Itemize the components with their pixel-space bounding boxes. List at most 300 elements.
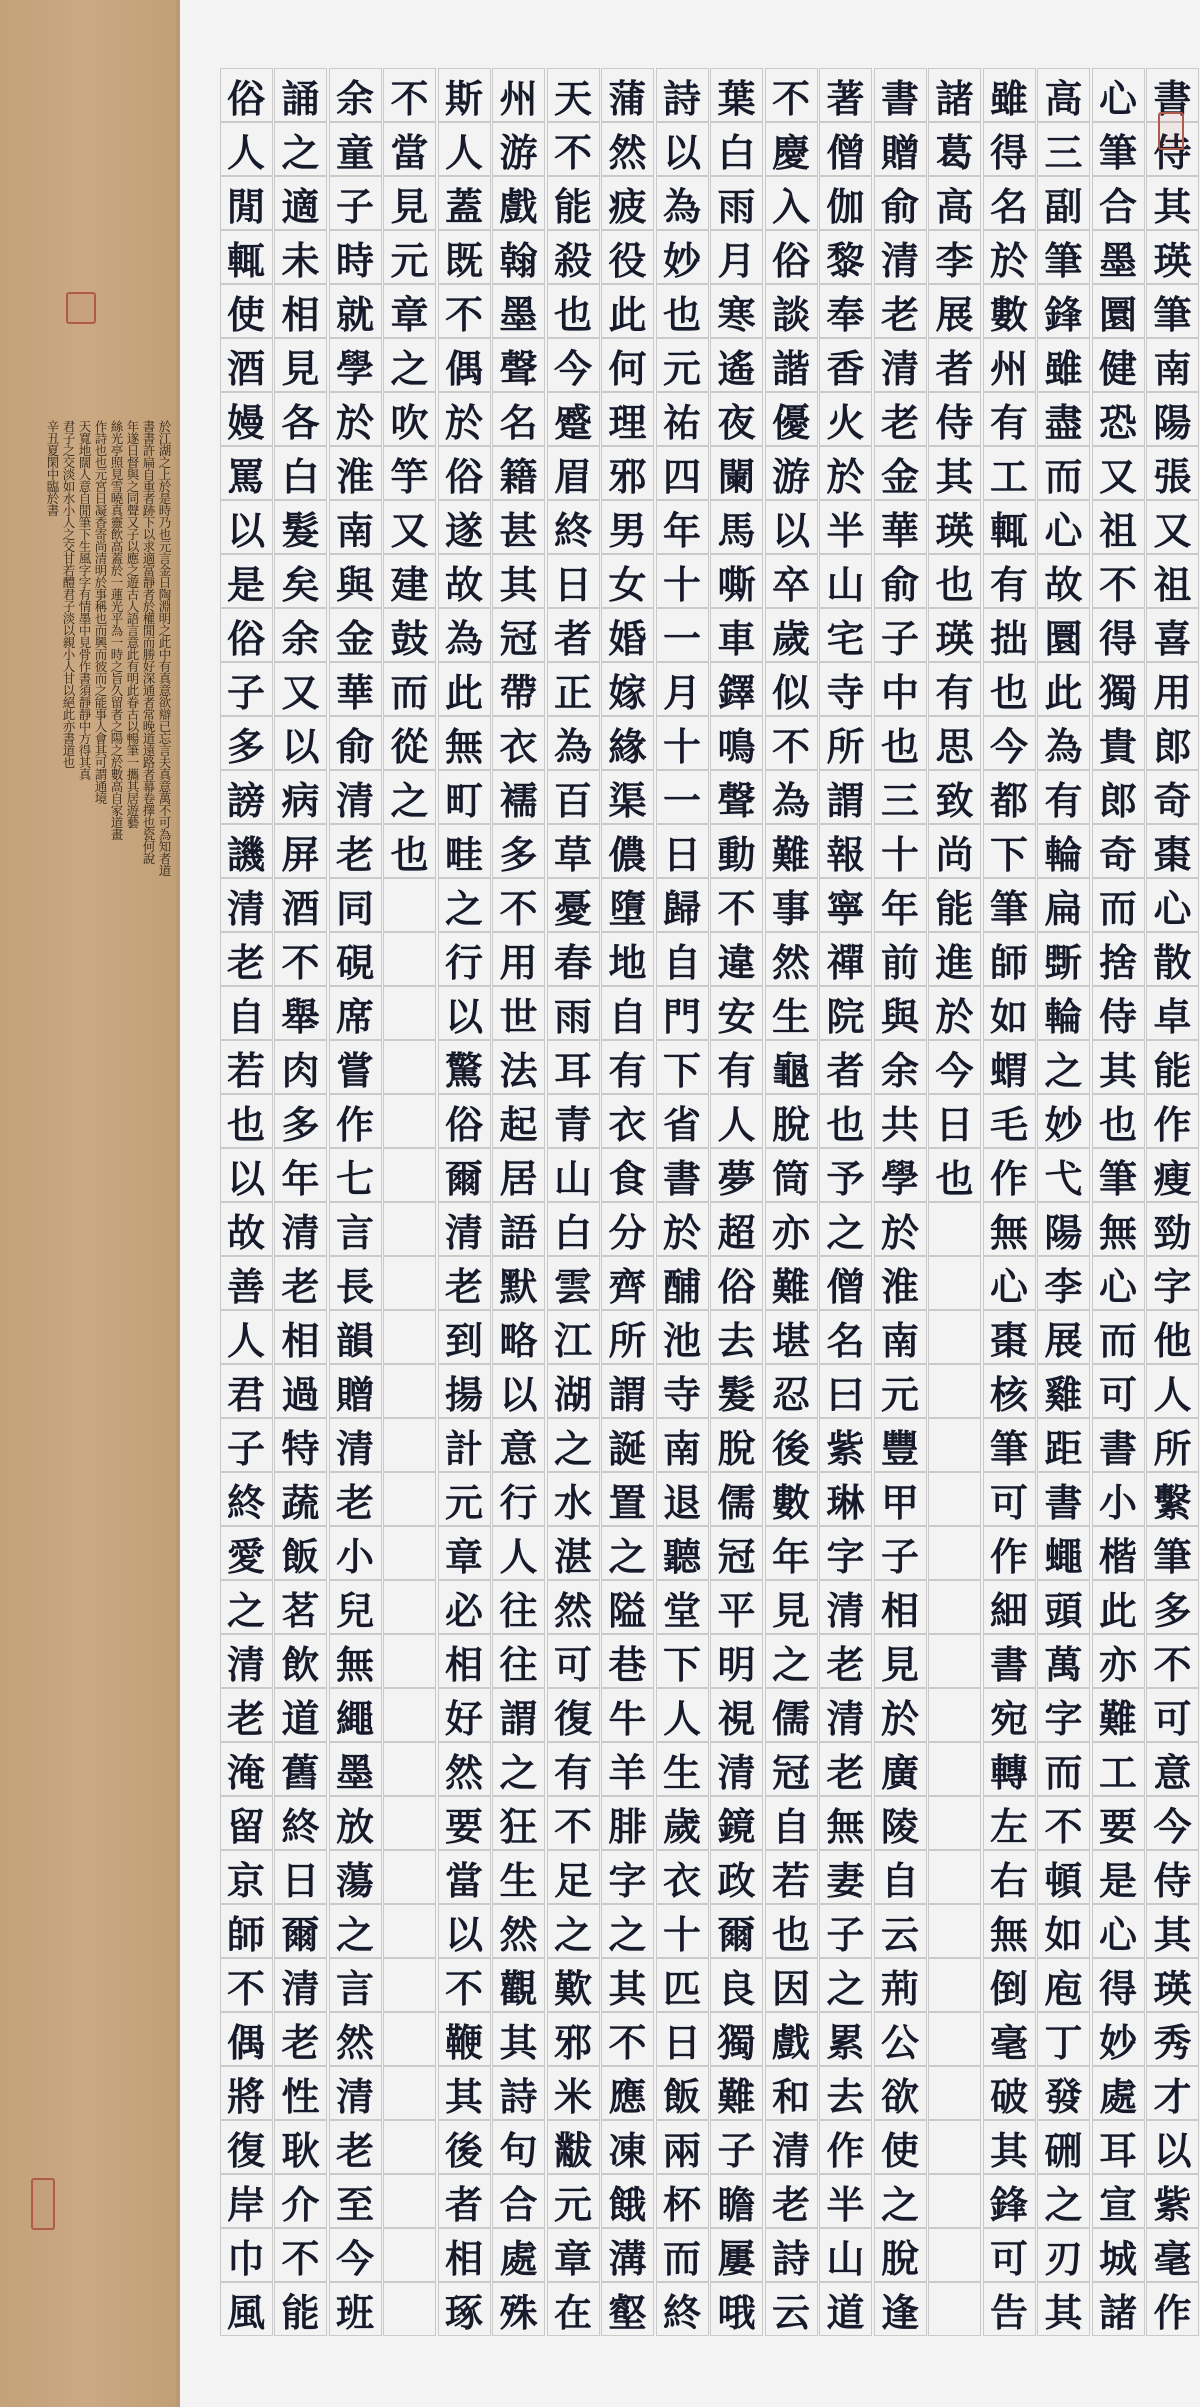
character-cell: 之: [383, 770, 436, 824]
character-cell: 喜: [1146, 608, 1199, 662]
character-cell: 既: [438, 230, 491, 284]
character-cell: 俗: [438, 1094, 491, 1148]
character-cell: 筒: [765, 1148, 818, 1202]
character-cell: 水: [547, 1472, 600, 1526]
character-cell: 輒: [220, 230, 273, 284]
character-cell: 陽: [1146, 392, 1199, 446]
character-cell: 於: [874, 1688, 927, 1742]
character-cell: 食: [601, 1148, 654, 1202]
character-cell: 優: [765, 392, 818, 446]
character-cell: 棗: [1146, 824, 1199, 878]
character-cell: 意: [1146, 1742, 1199, 1796]
character-cell: 然: [765, 932, 818, 986]
character-cell: 不: [1037, 1796, 1090, 1850]
character-cell: 不: [274, 2228, 327, 2282]
character-cell: 人: [1146, 1364, 1199, 1418]
character-cell: 就: [329, 284, 382, 338]
character-cell: 宣: [1092, 2174, 1145, 2228]
character-cell: 其: [1146, 176, 1199, 230]
text-column-5: [928, 68, 982, 2338]
character-cell: 為: [1037, 716, 1090, 770]
character-cell: 自: [656, 932, 709, 986]
character-cell: 然: [329, 2012, 382, 2066]
character-cell: 以: [220, 1148, 273, 1202]
character-cell: 若: [220, 1040, 273, 1094]
character-cell: 破: [983, 2066, 1036, 2120]
character-cell: 香: [819, 338, 872, 392]
character-cell: 所: [1146, 1418, 1199, 1472]
character-cell: 楷: [1092, 1526, 1145, 1580]
character-cell: 置: [601, 1472, 654, 1526]
character-cell: 兒: [329, 1580, 382, 1634]
character-cell: 過: [274, 1364, 327, 1418]
character-cell: 又: [1146, 500, 1199, 554]
character-cell: 老: [274, 2012, 327, 2066]
character-cell: 老: [274, 1256, 327, 1310]
empty-cell: [383, 2282, 436, 2336]
text-column-9: [710, 68, 764, 2338]
character-cell: 棗: [983, 1310, 1036, 1364]
character-cell: 年: [874, 878, 927, 932]
silk-mount-left: [0, 0, 176, 2407]
character-cell: 於: [656, 1202, 709, 1256]
character-cell: 心: [983, 1256, 1036, 1310]
character-cell: 席: [329, 986, 382, 1040]
character-cell: 十: [656, 716, 709, 770]
character-cell: 秀: [1146, 2012, 1199, 2066]
character-cell: 才: [1146, 2066, 1199, 2120]
character-cell: 下: [656, 1040, 709, 1094]
character-cell: 其: [928, 446, 981, 500]
character-cell: 日: [547, 554, 600, 608]
character-cell: 見: [383, 176, 436, 230]
character-cell: 獨: [710, 2012, 763, 2066]
character-cell: 發: [1037, 2066, 1090, 2120]
character-cell: 人: [220, 1310, 273, 1364]
character-cell: 盡: [1037, 392, 1090, 446]
empty-cell: [928, 2174, 981, 2228]
text-column-10: [656, 68, 710, 2338]
text-column-13: [492, 68, 546, 2338]
character-cell: 於: [983, 230, 1036, 284]
text-column-8: [765, 68, 819, 2338]
character-cell: 足: [547, 1850, 600, 1904]
character-cell: 齊: [601, 1256, 654, 1310]
character-cell: 嘗: [329, 1040, 382, 1094]
character-cell: 有: [710, 1040, 763, 1094]
character-cell: 與: [329, 554, 382, 608]
empty-cell: [383, 2066, 436, 2120]
character-cell: 雖: [983, 68, 1036, 122]
character-cell: 南: [656, 1418, 709, 1472]
character-cell: 游: [765, 446, 818, 500]
character-cell: 往: [492, 1634, 545, 1688]
character-cell: 衣: [601, 1094, 654, 1148]
character-cell: 進: [928, 932, 981, 986]
character-cell: 者: [819, 1040, 872, 1094]
empty-cell: [928, 1850, 981, 1904]
empty-cell: [928, 1526, 981, 1580]
character-cell: 酒: [220, 338, 273, 392]
character-cell: 慶: [765, 122, 818, 176]
character-cell: 謗: [220, 770, 273, 824]
character-cell: 緣: [601, 716, 654, 770]
character-cell: 酺: [656, 1256, 709, 1310]
character-cell: 之: [547, 1418, 600, 1472]
character-cell: 元: [874, 1364, 927, 1418]
character-cell: 不: [765, 68, 818, 122]
character-cell: 之: [274, 122, 327, 176]
character-cell: 也: [547, 284, 600, 338]
character-cell: 以: [438, 986, 491, 1040]
character-cell: 斯: [438, 68, 491, 122]
character-cell: 善: [220, 1256, 273, 1310]
character-cell: 心: [1092, 1256, 1145, 1310]
character-cell: 為: [656, 176, 709, 230]
seal-bottom-left: [31, 2178, 55, 2230]
character-cell: 金: [329, 608, 382, 662]
character-cell: 世: [492, 986, 545, 1040]
character-cell: 之: [819, 1202, 872, 1256]
character-cell: 者: [547, 608, 600, 662]
character-cell: 也: [874, 716, 927, 770]
character-cell: 略: [492, 1310, 545, 1364]
character-cell: 金: [874, 446, 927, 500]
character-grid: [218, 68, 1200, 2338]
character-cell: 偶: [220, 2012, 273, 2066]
character-cell: 也: [819, 1094, 872, 1148]
character-cell: 右: [983, 1850, 1036, 1904]
character-cell: 匹: [656, 1958, 709, 2012]
character-cell: 鼓: [383, 608, 436, 662]
character-cell: 當: [383, 122, 436, 176]
character-cell: 作: [819, 2120, 872, 2174]
character-cell: 侍: [928, 392, 981, 446]
character-cell: 堪: [765, 1310, 818, 1364]
character-cell: 句: [492, 2120, 545, 2174]
character-cell: 墨: [492, 284, 545, 338]
character-cell: 墮: [601, 878, 654, 932]
character-cell: 雞: [1037, 1364, 1090, 1418]
character-cell: 之: [220, 1580, 273, 1634]
character-cell: 風: [220, 2282, 273, 2336]
character-cell: 葉: [710, 68, 763, 122]
character-cell: 清: [220, 878, 273, 932]
character-cell: 紫: [819, 1418, 872, 1472]
character-cell: 罵: [220, 446, 273, 500]
character-cell: 淹: [220, 1742, 273, 1796]
empty-cell: [928, 1310, 981, 1364]
character-cell: 字: [601, 1850, 654, 1904]
character-cell: 而: [1037, 1742, 1090, 1796]
character-cell: 飯: [274, 1526, 327, 1580]
character-cell: 此: [1092, 1580, 1145, 1634]
character-cell: 儂: [601, 824, 654, 878]
text-column-18: [220, 68, 274, 2338]
character-cell: 若: [765, 1850, 818, 1904]
text-column-11: [601, 68, 655, 2338]
character-cell: 字: [1146, 1256, 1199, 1310]
character-cell: 相: [274, 1310, 327, 1364]
character-cell: 今: [1146, 1796, 1199, 1850]
character-cell: 書: [874, 68, 927, 122]
character-cell: 庖: [1037, 1958, 1090, 2012]
character-cell: 不: [438, 284, 491, 338]
character-cell: 京: [220, 1850, 273, 1904]
character-cell: 健: [1092, 338, 1145, 392]
character-cell: 瑛: [1146, 230, 1199, 284]
character-cell: 也: [1092, 1094, 1145, 1148]
character-cell: 奉: [819, 284, 872, 338]
character-cell: 合: [1092, 176, 1145, 230]
character-cell: 清: [819, 1580, 872, 1634]
character-cell: 忍: [765, 1364, 818, 1418]
empty-cell: [928, 2066, 981, 2120]
character-cell: 寺: [819, 662, 872, 716]
character-cell: 正: [547, 662, 600, 716]
character-cell: 展: [928, 284, 981, 338]
character-cell: 役: [601, 230, 654, 284]
character-cell: 共: [874, 1094, 927, 1148]
character-cell: 逢: [874, 2282, 927, 2336]
empty-cell: [383, 1904, 436, 1958]
character-cell: 其: [438, 2066, 491, 2120]
character-cell: 圜: [1092, 284, 1145, 338]
character-cell: 壑: [601, 2282, 654, 2336]
character-cell: 作: [983, 1148, 1036, 1202]
character-cell: 伽: [819, 176, 872, 230]
character-cell: 山: [819, 554, 872, 608]
character-cell: 春: [547, 932, 600, 986]
character-cell: 能: [274, 2282, 327, 2336]
character-cell: 草: [547, 824, 600, 878]
character-cell: 日: [274, 1850, 327, 1904]
character-cell: 月: [656, 662, 709, 716]
character-cell: 以: [1146, 2120, 1199, 2174]
character-cell: 人: [492, 1526, 545, 1580]
character-cell: 作: [1146, 1094, 1199, 1148]
empty-cell: [383, 1418, 436, 1472]
character-cell: 也: [983, 662, 1036, 716]
character-cell: 諸: [928, 68, 981, 122]
character-cell: 邪: [547, 2012, 600, 2066]
character-cell: 清: [329, 770, 382, 824]
character-cell: 夢: [710, 1148, 763, 1202]
character-cell: 於: [928, 986, 981, 1040]
character-cell: 淮: [874, 1256, 927, 1310]
character-cell: 是: [1092, 1850, 1145, 1904]
character-cell: 子: [220, 662, 273, 716]
character-cell: 妙: [656, 230, 709, 284]
character-cell: 默: [492, 1256, 545, 1310]
character-cell: 遂: [438, 500, 491, 554]
character-cell: 飯: [656, 2066, 709, 2120]
character-cell: 能: [547, 176, 600, 230]
character-cell: 詩: [656, 68, 709, 122]
character-cell: 於: [874, 1202, 927, 1256]
character-cell: 童: [329, 122, 382, 176]
character-cell: 字: [1037, 1688, 1090, 1742]
character-cell: 如: [983, 986, 1036, 1040]
character-cell: 左: [983, 1796, 1036, 1850]
character-cell: 黎: [819, 230, 872, 284]
character-cell: 相: [274, 284, 327, 338]
inscription-column-5: 作詩也也元宮日凝香寄尚清明於事稱也而興而彼而之能事人會其可謂通境: [93, 420, 108, 804]
character-cell: 爾: [274, 1904, 327, 1958]
character-cell: 髮: [274, 500, 327, 554]
character-cell: 町: [438, 770, 491, 824]
character-cell: 思: [928, 716, 981, 770]
character-cell: 瞻: [710, 2174, 763, 2228]
character-cell: 核: [983, 1364, 1036, 1418]
character-cell: 將: [220, 2066, 273, 2120]
character-cell: 米: [547, 2066, 600, 2120]
inscription-column-7: 君子之交淡如水小人之交甘若醴君子淡以親小人甘以絕此亦書道也: [61, 420, 76, 768]
character-cell: 下: [983, 824, 1036, 878]
character-cell: 俞: [874, 554, 927, 608]
character-cell: 不: [438, 1958, 491, 2012]
character-cell: 竽: [383, 446, 436, 500]
text-column-17: [274, 68, 328, 2338]
character-cell: 屢: [710, 2228, 763, 2282]
character-cell: 於: [329, 392, 382, 446]
character-cell: 不: [1092, 554, 1145, 608]
character-cell: 翰: [492, 230, 545, 284]
character-cell: 紫: [1146, 2174, 1199, 2228]
character-cell: 舊: [274, 1742, 327, 1796]
text-column-4: [983, 68, 1037, 2338]
character-cell: 俗: [220, 68, 273, 122]
empty-cell: [928, 1634, 981, 1688]
seal-mid-left: [66, 292, 96, 324]
inscription-column-8: 辛丑夏閑中臨於書: [45, 420, 60, 516]
character-cell: 清: [874, 230, 927, 284]
character-cell: 鋒: [1037, 284, 1090, 338]
empty-cell: [383, 1040, 436, 1094]
character-cell: 嘶: [710, 554, 763, 608]
character-cell: 闌: [710, 446, 763, 500]
character-cell: 尚: [928, 824, 981, 878]
character-cell: 有: [1037, 770, 1090, 824]
character-cell: 因: [765, 1958, 818, 2012]
character-cell: 日: [656, 2012, 709, 2066]
character-cell: 之: [765, 1634, 818, 1688]
character-cell: 蕩: [329, 1850, 382, 1904]
character-cell: 隘: [601, 1580, 654, 1634]
character-cell: 甲: [874, 1472, 927, 1526]
character-cell: 有: [983, 392, 1036, 446]
character-cell: 南: [329, 500, 382, 554]
character-cell: 無: [329, 1634, 382, 1688]
character-cell: 脫: [710, 1418, 763, 1472]
character-cell: 書: [1037, 1472, 1090, 1526]
character-cell: 陽: [1037, 1202, 1090, 1256]
character-cell: 白: [710, 122, 763, 176]
character-cell: 女: [601, 554, 654, 608]
character-cell: 白: [547, 1202, 600, 1256]
character-cell: 得: [983, 122, 1036, 176]
character-cell: 湖: [547, 1364, 600, 1418]
empty-cell: [383, 1742, 436, 1796]
character-cell: 韻: [329, 1310, 382, 1364]
character-cell: 不: [1146, 1634, 1199, 1688]
character-cell: 意: [492, 1418, 545, 1472]
character-cell: 俗: [438, 446, 491, 500]
character-cell: 如: [1037, 1904, 1090, 1958]
character-cell: 刃: [1037, 2228, 1090, 2282]
character-cell: 章: [547, 2228, 600, 2282]
character-cell: 和: [765, 2066, 818, 2120]
character-cell: 清: [874, 338, 927, 392]
character-cell: 狂: [492, 1796, 545, 1850]
text-column-12: [547, 68, 601, 2338]
character-cell: 多: [1146, 1580, 1199, 1634]
character-cell: 無: [983, 1202, 1036, 1256]
character-cell: 清: [274, 1202, 327, 1256]
character-cell: 禪: [819, 932, 872, 986]
character-cell: 故: [438, 554, 491, 608]
character-cell: 筆: [1092, 1148, 1145, 1202]
empty-cell: [383, 1634, 436, 1688]
character-cell: 冠: [492, 608, 545, 662]
empty-cell: [383, 1958, 436, 2012]
character-cell: 無: [1092, 1202, 1145, 1256]
character-cell: 病: [274, 770, 327, 824]
character-cell: 日: [928, 1094, 981, 1148]
character-cell: 終: [274, 1796, 327, 1850]
character-cell: 自: [874, 1850, 927, 1904]
character-cell: 事: [765, 878, 818, 932]
character-cell: 諸: [1092, 2282, 1145, 2336]
character-cell: 州: [983, 338, 1036, 392]
character-cell: 數: [765, 1472, 818, 1526]
character-cell: 用: [1146, 662, 1199, 716]
character-cell: 欲: [874, 2066, 927, 2120]
character-cell: 余: [874, 1040, 927, 1094]
character-cell: 高: [928, 176, 981, 230]
character-cell: 然: [492, 1904, 545, 1958]
character-cell: 之: [329, 1904, 382, 1958]
character-cell: 省: [656, 1094, 709, 1148]
character-cell: 今: [329, 2228, 382, 2282]
character-cell: 政: [710, 1850, 763, 1904]
character-cell: 生: [765, 986, 818, 1040]
character-cell: 自: [601, 986, 654, 1040]
character-cell: 斲: [1037, 932, 1090, 986]
character-cell: 舉: [274, 986, 327, 1040]
text-column-16: [329, 68, 383, 2338]
character-cell: 動: [710, 824, 763, 878]
character-cell: 蒲: [601, 68, 654, 122]
character-cell: 三: [874, 770, 927, 824]
character-cell: 清: [710, 1742, 763, 1796]
text-column-14: [438, 68, 492, 2338]
character-cell: 累: [819, 2012, 872, 2066]
character-cell: 心: [1146, 878, 1199, 932]
character-cell: 蔬: [274, 1472, 327, 1526]
character-cell: 地: [601, 932, 654, 986]
character-cell: 起: [492, 1094, 545, 1148]
character-cell: 爾: [438, 1148, 491, 1202]
character-cell: 工: [1092, 1742, 1145, 1796]
character-cell: 歸: [656, 878, 709, 932]
character-cell: 俗: [765, 230, 818, 284]
character-cell: 好: [438, 1688, 491, 1742]
character-cell: 屏: [274, 824, 327, 878]
character-cell: 心: [1037, 500, 1090, 554]
empty-cell: [383, 1148, 436, 1202]
character-cell: 元: [438, 1472, 491, 1526]
